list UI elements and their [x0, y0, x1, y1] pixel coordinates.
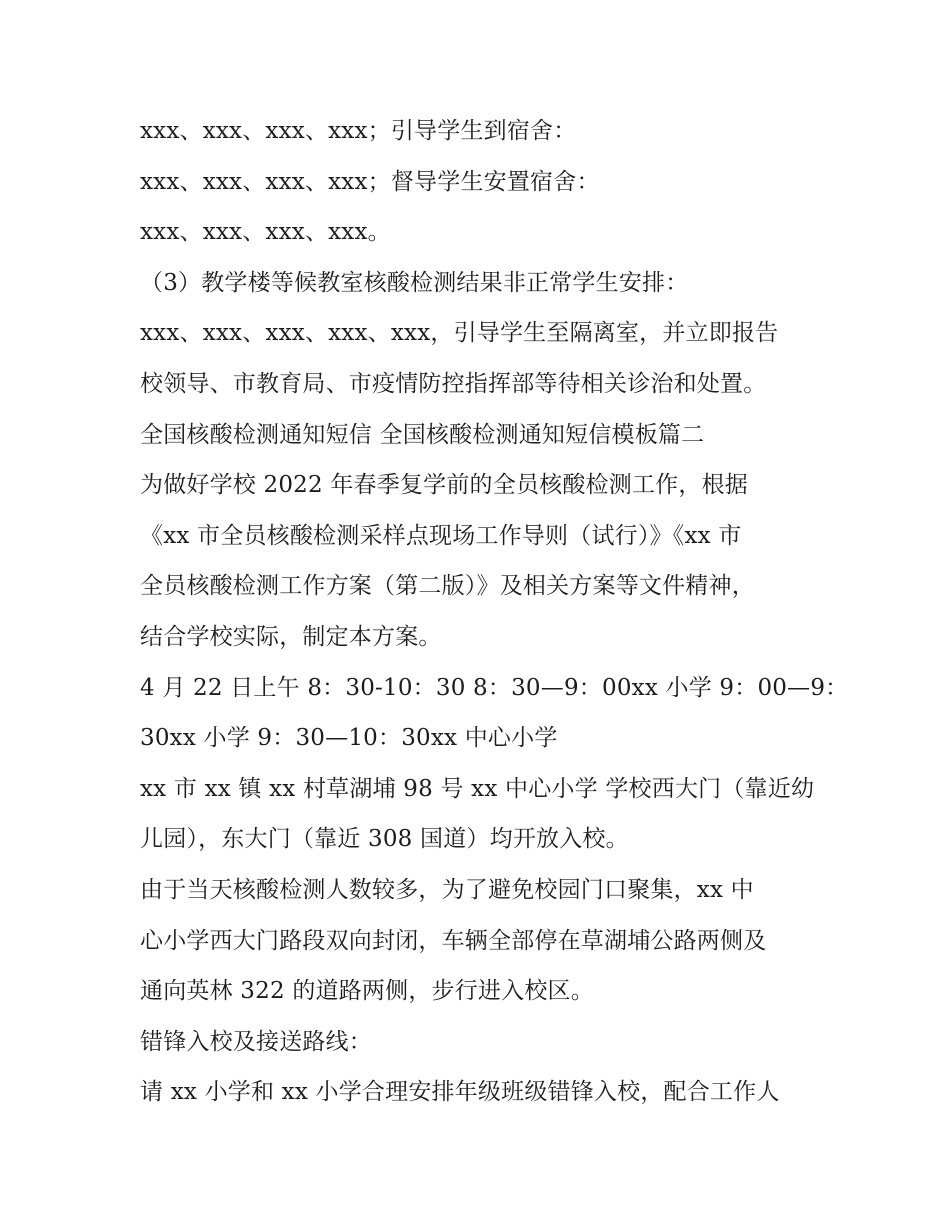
text-line: 心小学西大门路段双向封闭，车辆全部停在草湖埔公路两侧及: [140, 927, 767, 954]
text-line: 由于当天核酸检测人数较多，为了避免校园门口聚集，xx 中: [140, 876, 754, 903]
text-line: xxx、xxx、xxx、xxx；督导学生安置宿舍：: [140, 168, 600, 195]
section-heading: 全国核酸检测通知短信 全国核酸检测通知短信模板篇二: [140, 421, 705, 448]
text-line: 30xx 小学 9：30—10：30xx 中心小学: [140, 725, 558, 752]
text-line: 错锋入校及接送路线：: [140, 1028, 372, 1055]
text-line: 结合学校实际，制定本方案。: [140, 623, 442, 650]
text-line: xxx、xxx、xxx、xxx；引导学生到宿舍：: [140, 118, 577, 144]
text-line: xxx、xxx、xxx、xxx。: [140, 219, 391, 246]
document-body: [140, 106, 849, 1118]
text-line: 4 月 22 日上午 8：30-10：30 8：30—9：00xx 小学 9：00—9：: [140, 674, 849, 701]
text-line: 儿园），东大门（靠近 308 国道）均开放入校。: [140, 826, 629, 853]
text-line: 请 xx 小学和 xx 小学合理安排年级班级错锋入校，配合工作人: [140, 1079, 780, 1106]
text-line: 校领导、市教育局、市疫情防控指挥部等待相关诊治和处置。: [140, 370, 767, 397]
text-line: xx 市 xx 镇 xx 村草湖埔 98 号 xx 中心小学 学校西大门（靠近幼: [140, 775, 815, 802]
text-line: xxx、xxx、xxx、xxx、xxx，引导学生至隔离室，并立即报告: [140, 320, 779, 347]
text-line: 通向英林 322 的道路两侧，步行进入校区。: [140, 978, 594, 1005]
text-line: 全员核酸检测工作方案（第二版）》及相关方案等文件精神，: [140, 573, 755, 600]
text-line: 为做好学校 2022 年春季复学前的全员核酸检测工作，根据: [140, 472, 748, 499]
text-line: 《xx 市全员核酸检测采样点现场工作导则（试行）》《xx 市: [140, 522, 742, 549]
text-line: （3）教学楼等候教室核酸检测结果非正常学生安排：: [140, 269, 689, 296]
